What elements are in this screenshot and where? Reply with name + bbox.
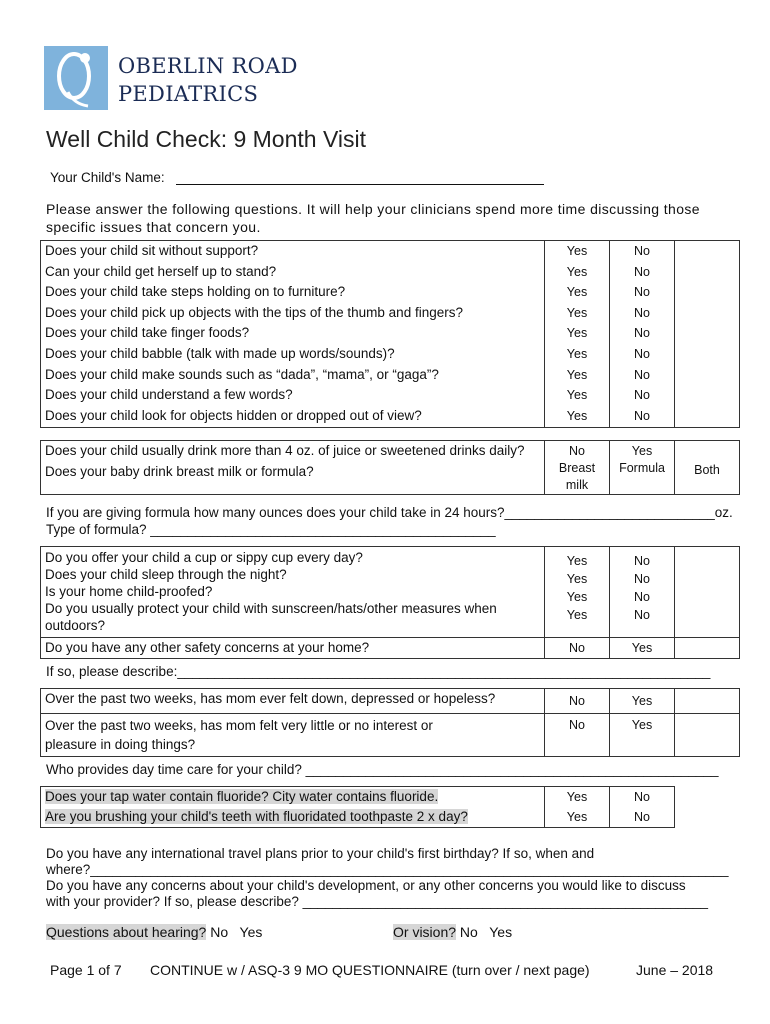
drinks-questions: [41, 441, 545, 495]
milestones-table: [40, 240, 740, 428]
vision-label: Or vision?: [393, 924, 457, 940]
yes-option[interactable]: Yes: [566, 285, 588, 300]
travel-line1: Do you have any international travel plans prior to your child's first birthday? If so, when and: [46, 846, 595, 861]
yes-option[interactable]: Yes: [566, 572, 588, 586]
no-option[interactable]: No: [545, 638, 610, 659]
no-option[interactable]: No: [634, 285, 650, 300]
yes-option[interactable]: Yes: [566, 326, 588, 341]
safety-table: [40, 546, 740, 659]
no-option[interactable]: No: [634, 608, 650, 622]
question: Do you offer your child a cup or sippy cup every day?: [45, 550, 363, 565]
no-option[interactable]: No: [634, 305, 650, 320]
no-option[interactable]: No: [634, 367, 650, 382]
no-option[interactable]: No: [634, 572, 650, 586]
drinks-table: [40, 440, 740, 495]
blank-cell: [675, 714, 740, 757]
question: Does your child pick up objects with the tips of the thumb and fingers?: [45, 304, 463, 320]
yes-option[interactable]: Yes: [566, 367, 588, 382]
child-name-field[interactable]: [176, 184, 544, 185]
no-option[interactable]: No: [634, 388, 650, 403]
mood-table: [40, 688, 740, 757]
child-name-label: Your Child's Name:: [50, 170, 165, 185]
question: Does your child look for objects hidden or dropped out of view?: [45, 407, 422, 423]
stork-logo-icon: [44, 46, 108, 110]
no-option[interactable]: No: [634, 810, 650, 824]
yes-option[interactable]: Yes: [566, 810, 588, 824]
milestone-questions: [41, 241, 545, 428]
yes-option[interactable]: Yes: [610, 714, 675, 757]
blank-column: [675, 241, 740, 428]
concerns-line2[interactable]: with your provider? If so, please describe? ______________________________________________________: [46, 894, 709, 909]
yes-option[interactable]: Yes: [566, 554, 588, 568]
answer-col-c: [675, 441, 740, 495]
yes-column: [545, 241, 610, 428]
question: Are you brushing your child's teeth with fluoridated toothpaste 2 x day?: [45, 809, 468, 824]
formula-ounces-line[interactable]: If you are giving formula how many ounces does your child take in 24 hours?____________________________oz.: [46, 505, 733, 520]
question: Does your child make sounds such as “dada”, “mama”, or “gaga”?: [45, 366, 439, 382]
question: Does your child take steps holding on to furniture?: [45, 284, 346, 300]
no-option[interactable]: No: [634, 790, 650, 804]
question: Do you have any other safety concerns at your home?: [41, 638, 545, 659]
yes-option[interactable]: Yes: [610, 689, 675, 714]
question: Does your child understand a few words?: [45, 387, 293, 403]
no-option[interactable]: No: [634, 590, 650, 604]
yes-option[interactable]: Yes: [566, 790, 588, 804]
question: Does your baby drink breast milk or formula?: [45, 463, 314, 479]
answer-col-b: [610, 547, 675, 638]
yes-option[interactable]: Yes: [610, 638, 675, 659]
question: Does your child usually drink more than 4 oz. of juice or sweetened drinks daily?: [45, 443, 525, 458]
question: Can your child get herself up to stand?: [45, 263, 277, 279]
yes-option[interactable]: Yes: [566, 244, 588, 258]
logo-line2: PEDIATRICS: [118, 82, 259, 106]
no-option[interactable]: No: [634, 326, 650, 341]
safety-questions: [41, 547, 545, 638]
fluoride-questions: [41, 787, 545, 828]
question: Is your home child-proofed?: [45, 584, 213, 599]
question: Does your child take finger foods?: [45, 325, 250, 341]
question: Over the past two weeks, has mom ever felt down, depressed or hopeless?: [41, 689, 545, 714]
no-option[interactable]: No: [545, 714, 610, 757]
answer-col-a: [545, 787, 610, 828]
yes-option[interactable]: Yes: [566, 590, 588, 604]
hearing-question: [46, 924, 262, 940]
formula-type-line[interactable]: Type of formula? ______________________________________________: [46, 522, 496, 537]
vision-options[interactable]: No Yes: [459, 924, 513, 940]
yes-option[interactable]: Yes: [566, 388, 588, 403]
both-option[interactable]: Both: [694, 463, 720, 477]
question: Does your tap water contain fluoride? City water contains fluoride.: [45, 789, 439, 804]
hearing-label: Questions about hearing?: [46, 924, 207, 940]
no-option[interactable]: No: [569, 444, 585, 458]
answer-col-a: [545, 441, 610, 495]
daycare-line[interactable]: Who provides day time care for your child? _______________________________________________________: [46, 762, 719, 777]
breast-milk-option[interactable]: Breast milk: [558, 461, 596, 492]
blank-cell: [675, 638, 740, 659]
no-option[interactable]: No: [634, 346, 650, 361]
question: Do you usually protect your child with sunscreen/hats/other measures when: [45, 601, 497, 616]
concerns-line1: Do you have any concerns about your child's development, or any other concerns you would like to discuss: [46, 878, 686, 893]
continue-note: CONTINUE w / ASQ-3 9 MO QUESTIONNAIRE (turn over / next page): [150, 962, 590, 978]
yes-option[interactable]: Yes: [566, 408, 588, 423]
yes-option[interactable]: Yes: [566, 264, 588, 279]
yes-option[interactable]: Yes: [566, 346, 588, 361]
logo-line1: OBERLIN ROAD: [118, 54, 298, 78]
question: Does your child sleep through the night?: [45, 567, 287, 582]
intro-text: Please answer the following questions. It will help your clinicians spend more time discussing those specific issues that concern you.: [46, 201, 700, 235]
fluoride-table: [40, 786, 675, 828]
page-title: Well Child Check: 9 Month Visit: [46, 126, 367, 152]
no-column: [610, 241, 675, 428]
travel-line2[interactable]: where?_____________________________________________________________________________________: [46, 862, 729, 877]
describe-line[interactable]: If so, please describe:_______________________________________________________________________: [46, 664, 711, 679]
vision-question: [393, 924, 512, 940]
yes-option[interactable]: Yes: [631, 444, 653, 458]
question: Over the past two weeks, has mom felt very little or no interest or pleasure in doing things?: [41, 714, 545, 757]
form-date: June – 2018: [636, 962, 714, 978]
no-option[interactable]: No: [634, 244, 650, 258]
hearing-options[interactable]: No Yes: [210, 924, 263, 940]
answer-col-b: [610, 441, 675, 495]
question: Does your child babble (talk with made up words/sounds)?: [45, 345, 395, 361]
formula-option[interactable]: Formula: [619, 461, 665, 475]
page-number: Page 1 of 7: [50, 962, 122, 978]
answer-col-b: [610, 787, 675, 828]
no-option[interactable]: No: [634, 554, 650, 568]
question: Does your child sit without support?: [45, 243, 259, 258]
question: outdoors?: [45, 618, 106, 633]
no-option[interactable]: No: [634, 264, 650, 279]
no-option[interactable]: No: [545, 689, 610, 714]
blank-column: [675, 547, 740, 638]
blank-cell: [675, 689, 740, 714]
yes-option[interactable]: Yes: [566, 608, 588, 622]
answer-col-a: [545, 547, 610, 638]
no-option[interactable]: No: [634, 408, 650, 423]
yes-option[interactable]: Yes: [566, 305, 588, 320]
